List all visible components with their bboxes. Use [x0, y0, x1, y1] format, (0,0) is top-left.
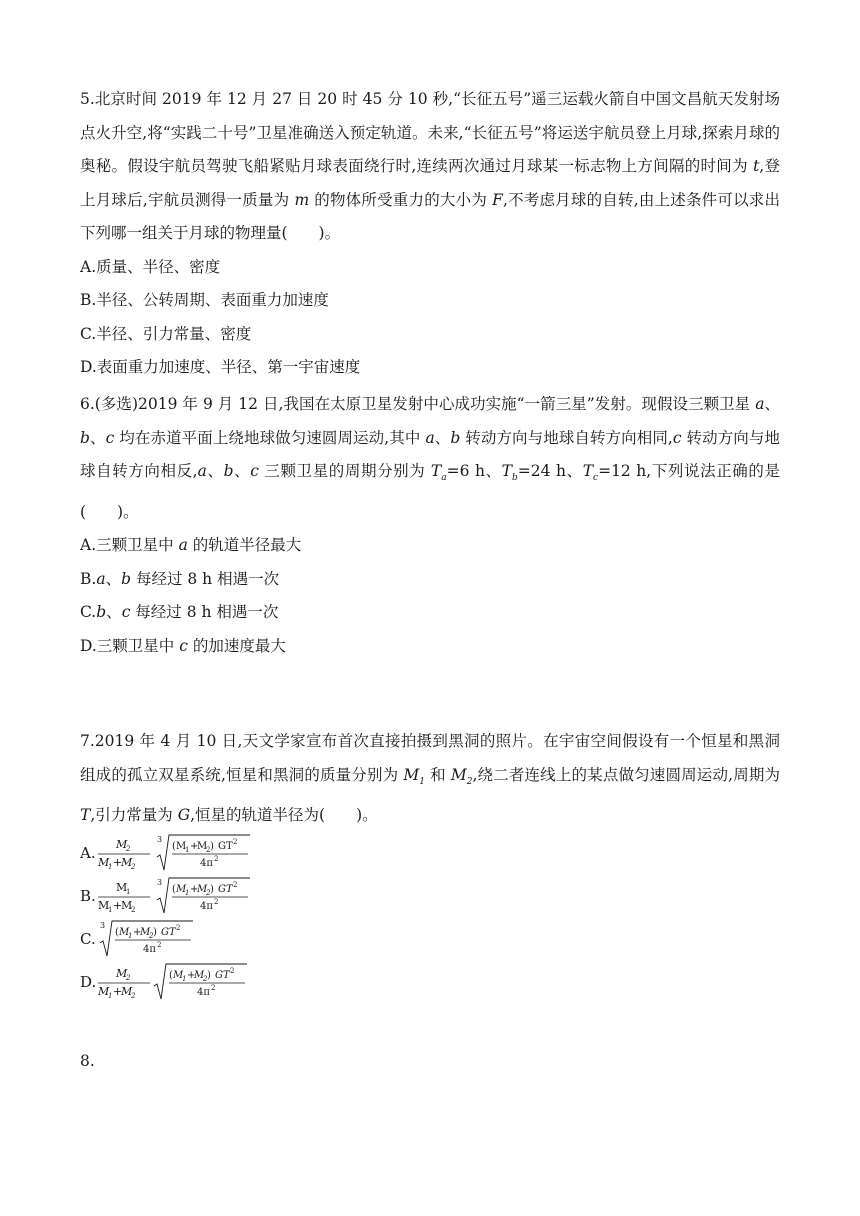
svg-text:M: M — [173, 970, 184, 981]
svg-text:1: 1 — [107, 906, 113, 914]
svg-text:1: 1 — [107, 863, 113, 871]
svg-text:2: 2 — [230, 967, 235, 975]
option-label: D. — [80, 973, 97, 991]
option-c: C.b、c 每经过 8 h 相遇一次 — [80, 603, 279, 622]
question-7-stem: 7.2019 年 4 月 10 日,天文学家宣布首次直接拍摄到黑洞的照片。在宇宙空间假设有一个恒星和黑洞组成的孤立双星系统,恒星和黑洞的质量分别为 $M_1$ 和 $M_2$,绕二者连线上的某点做匀速圆周运动,周期为 T,引力常量为 G,恒星的轨道半径为( )。 — [80, 732, 781, 825]
svg-text:1: 1 — [184, 889, 190, 897]
svg-text:G: G — [217, 884, 226, 895]
option-d: D.表面重力加速度、半径、第一宇宙速度 — [80, 358, 361, 376]
question-7 — [80, 725, 780, 833]
svg-text:M: M — [121, 985, 133, 998]
question-5 — [80, 83, 780, 385]
svg-text:T: T — [225, 841, 233, 852]
option-label: A. — [80, 844, 96, 862]
svg-text:): ) — [209, 884, 214, 895]
svg-text:M: M — [175, 841, 186, 852]
svg-text:G: G — [160, 927, 169, 938]
svg-text:1: 1 — [127, 932, 133, 940]
option-a: A.三颗卫星中 a 的轨道半径最大 — [80, 536, 302, 555]
svg-text:(: ( — [171, 884, 176, 895]
svg-text:4π: 4π — [197, 987, 211, 998]
svg-text:1: 1 — [108, 992, 113, 1000]
svg-text:2: 2 — [232, 838, 238, 846]
svg-text:2: 2 — [125, 845, 131, 853]
svg-text:): ) — [209, 841, 214, 852]
svg-text:+: + — [189, 884, 199, 895]
svg-text:M: M — [175, 884, 187, 895]
option-a: A.质量、半径、密度 — [80, 257, 221, 276]
option-label: C. — [80, 930, 96, 948]
svg-text:4π: 4π — [199, 858, 213, 869]
svg-text:T: T — [168, 927, 176, 938]
svg-text:T: T — [225, 884, 233, 895]
question-8 — [80, 1045, 780, 1079]
svg-text:2: 2 — [130, 863, 136, 871]
svg-text:+: + — [112, 899, 123, 912]
svg-text:M: M — [139, 927, 150, 938]
question-5-stem: 5.北京时间 2019 年 12 月 27 日 20 时 45 分 10 秒,“长征五号”遥三运载火箭自中国文昌航天发射场点火升空,将“实践二十号”卫星准确送入预定轨道。未来,“长征五号”将运送宇航员登上月球,探索月球的奥秘。假设宇航员驾驶飞船紧贴月球表面绕行时,连续两次通过月球某一标志物上方间隔的时间为 t,登上月球后,宇航员测得一质量为 m 的物体所受重力的大小为 F,不考虑月球的自转,由上述条件可以求出下列哪一组关于月球的物理量( )。 — [80, 90, 781, 242]
svg-text:2: 2 — [175, 924, 181, 932]
svg-text:1: 1 — [182, 975, 187, 983]
svg-text:M: M — [194, 970, 205, 981]
svg-text:2: 2 — [131, 992, 136, 1000]
svg-text:2: 2 — [130, 906, 136, 914]
svg-text:M: M — [97, 856, 109, 869]
svg-text:2: 2 — [126, 974, 131, 982]
svg-text:2: 2 — [213, 855, 219, 863]
svg-text:(: ( — [171, 841, 176, 852]
svg-text:2: 2 — [205, 846, 211, 854]
svg-text:4π: 4π — [142, 944, 156, 955]
option-b: B.半径、公转周期、表面重力加速度 — [80, 291, 329, 309]
svg-text:1: 1 — [184, 846, 190, 854]
svg-text:): ) — [207, 970, 212, 981]
svg-text:(: ( — [114, 927, 119, 938]
svg-text:1: 1 — [125, 888, 131, 896]
question-6-stem: 6.(多选)2019 年 9 月 12 日,我国在太原卫星发射中心成功实施“一箭三星”发射。现假设三颗卫星 a、b、c 均在赤道平面上绕地球做匀速圆周运动,其中 a、b 转动方向与地球自转方向相同,c 转动方向与地球自转方向相反,a、b、c 三颗卫星的周期分别为 $T_a=6$ h、$T_b=24$ h、$T_c=12$ h,下列说法正确的是( )。 — [80, 395, 780, 521]
svg-text:M: M — [97, 899, 110, 912]
option-d: D.三颗卫星中 c 的加速度最大 — [80, 636, 286, 655]
svg-text:2: 2 — [211, 984, 216, 992]
option-b: B.a、b 每经过 8 h 相遇一次 — [80, 569, 280, 588]
formula-c — [96, 919, 206, 959]
svg-text:4π: 4π — [199, 901, 213, 912]
svg-text:+: + — [113, 985, 123, 998]
svg-text:): ) — [152, 927, 157, 938]
svg-text:2: 2 — [205, 889, 211, 897]
question-6 — [80, 388, 780, 663]
svg-text:(: ( — [169, 970, 174, 981]
svg-text:2: 2 — [148, 932, 154, 940]
formula-b — [96, 876, 266, 916]
svg-text:T: T — [223, 970, 230, 981]
svg-text:2: 2 — [213, 898, 219, 906]
svg-text:G: G — [215, 970, 224, 981]
svg-text:3: 3 — [99, 921, 105, 930]
formula-a — [96, 833, 266, 873]
svg-text:2: 2 — [156, 941, 162, 949]
option-b — [80, 876, 780, 916]
option-c — [80, 919, 780, 959]
svg-text:M: M — [120, 856, 132, 869]
svg-text:3: 3 — [156, 835, 162, 844]
option-a — [80, 833, 780, 873]
svg-text:2: 2 — [203, 975, 208, 983]
svg-text:M: M — [115, 881, 128, 894]
svg-text:3: 3 — [156, 878, 162, 887]
option-c: C.半径、引力常量、密度 — [80, 324, 252, 343]
svg-text:+: + — [132, 927, 142, 938]
svg-text:M: M — [115, 838, 127, 851]
option-label: B. — [80, 887, 96, 905]
svg-text:M: M — [120, 899, 133, 912]
svg-text:M: M — [196, 841, 207, 852]
svg-text:M: M — [116, 967, 128, 980]
question-8-number: 8. — [80, 1052, 95, 1070]
svg-text:+: + — [187, 970, 196, 981]
svg-text:M: M — [118, 927, 129, 938]
formula-d — [96, 962, 266, 1002]
svg-text:+: + — [189, 841, 198, 852]
svg-text:+: + — [112, 856, 122, 869]
svg-text:M: M — [98, 985, 110, 998]
svg-text:M: M — [196, 884, 208, 895]
svg-text:2: 2 — [232, 881, 238, 889]
svg-text:G: G — [217, 841, 226, 852]
option-d — [80, 962, 780, 1002]
